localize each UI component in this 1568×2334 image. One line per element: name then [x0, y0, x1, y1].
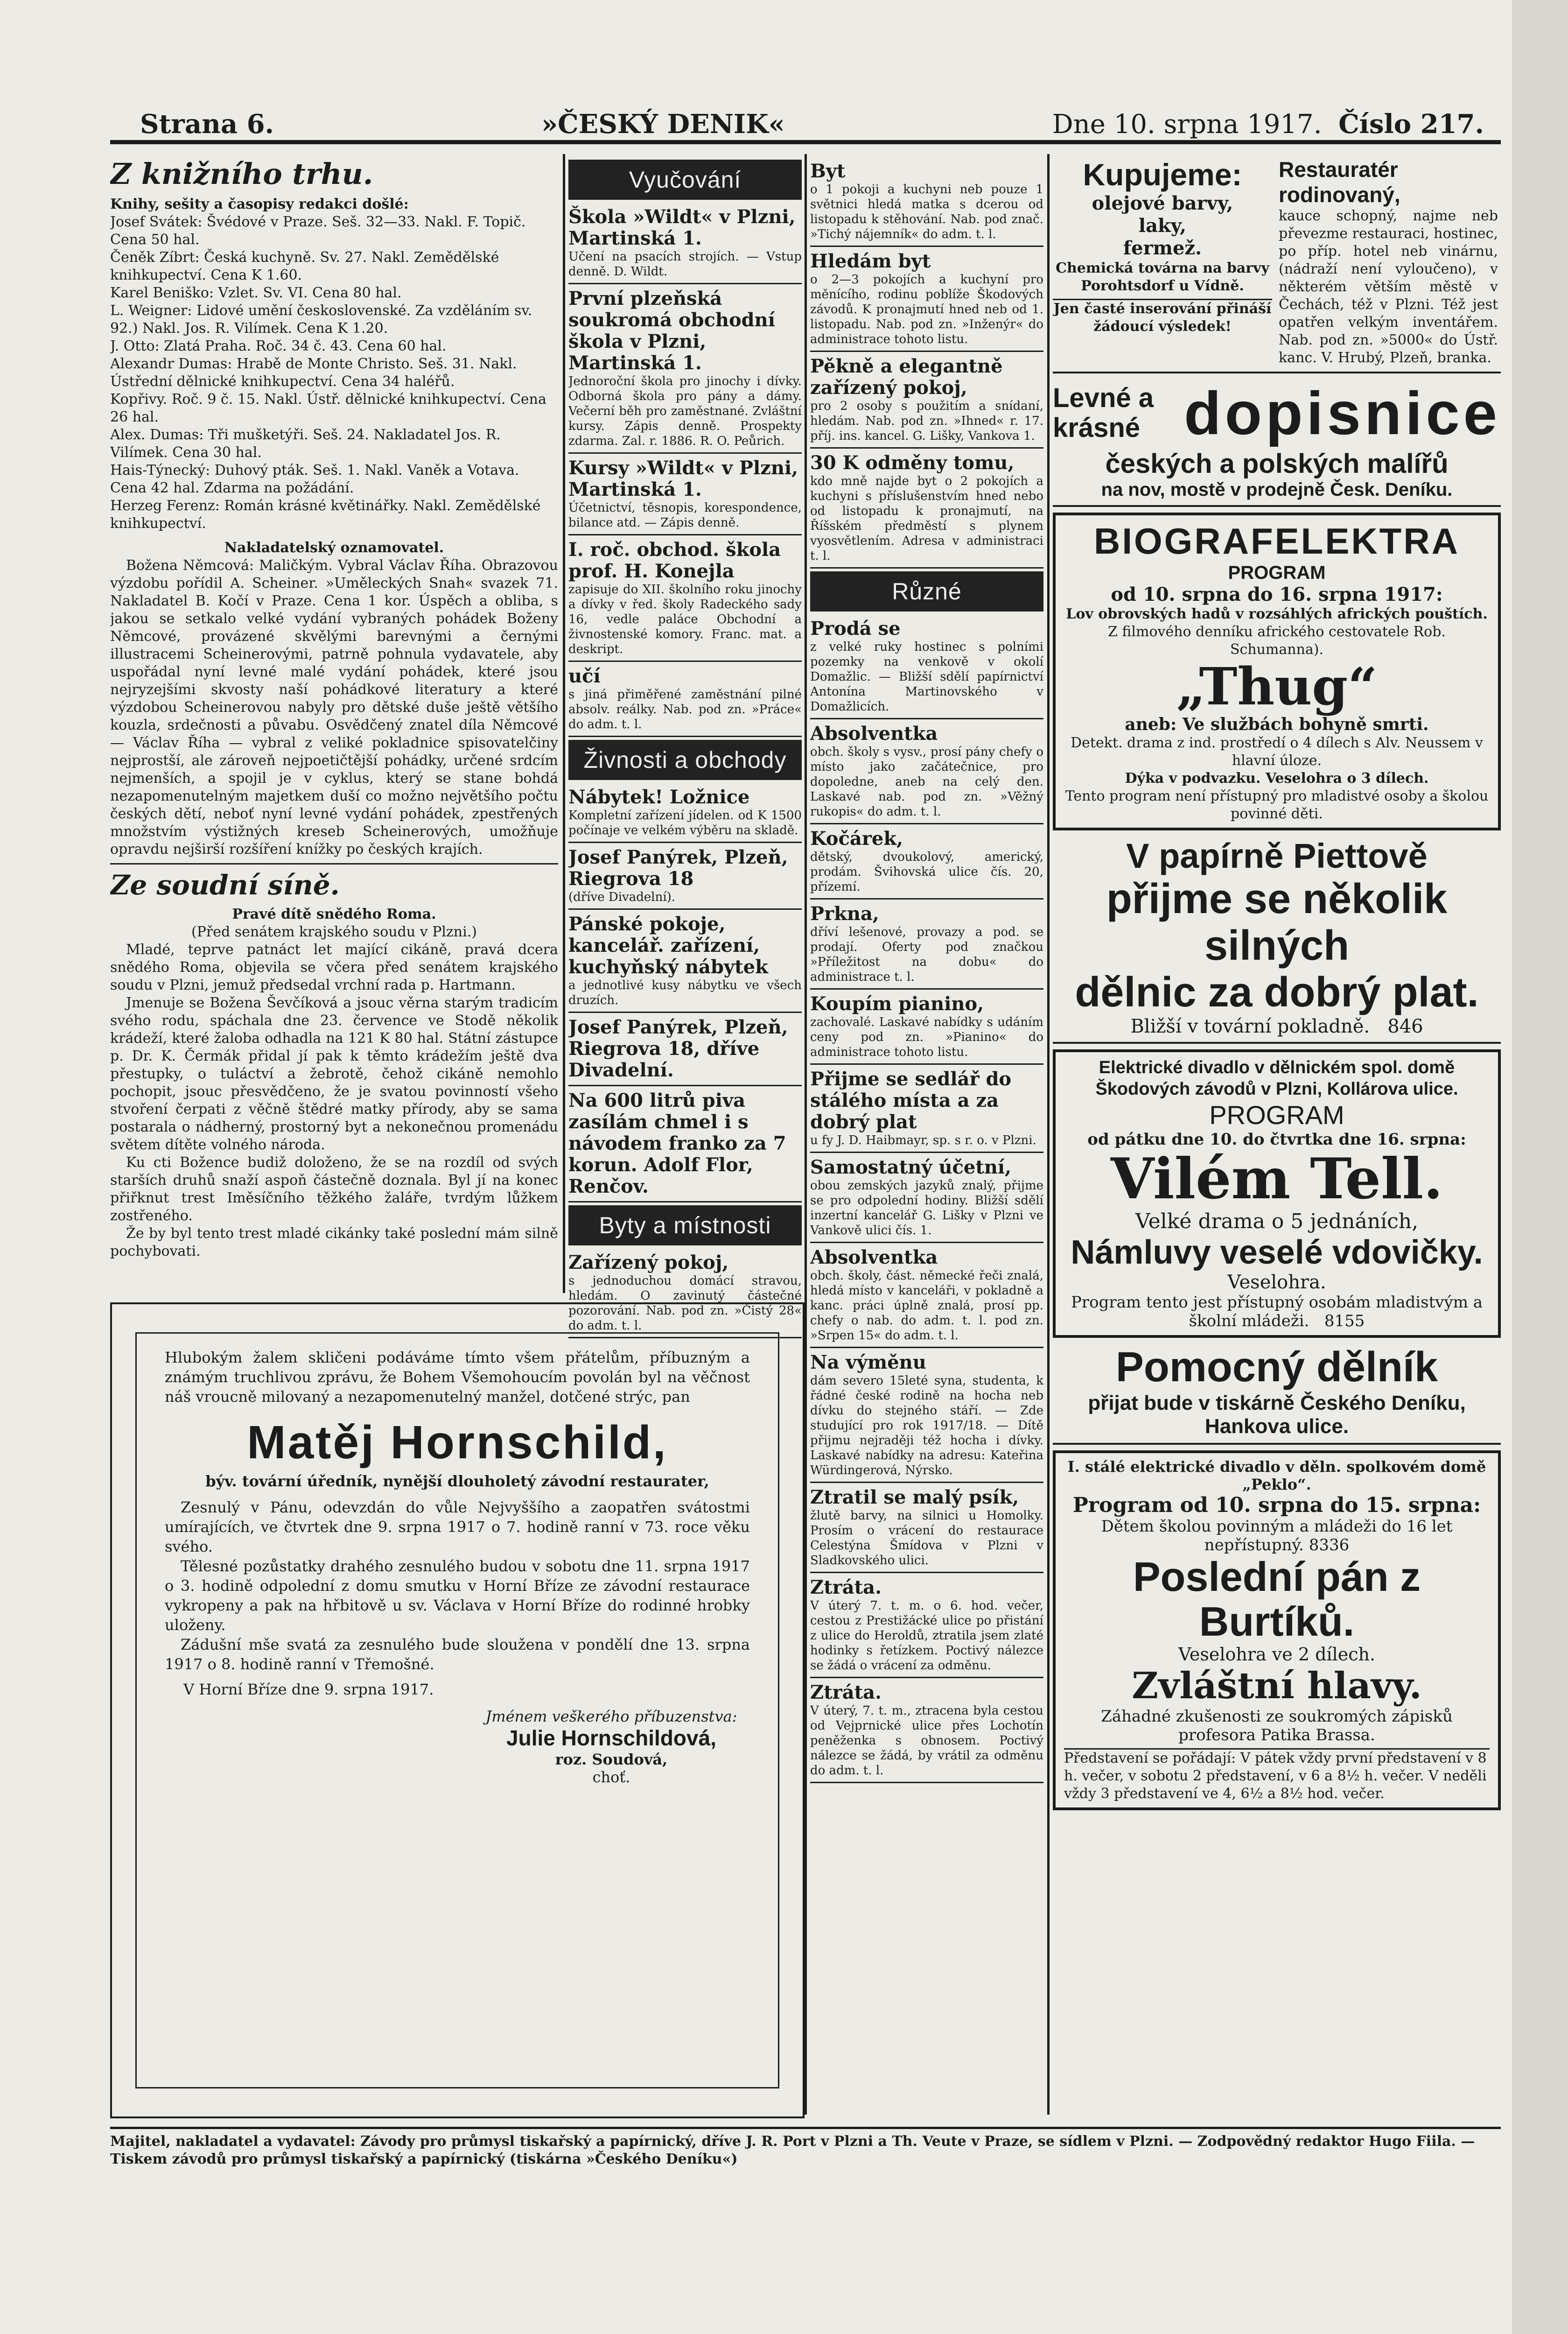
peklo-note [1064, 1517, 1490, 1554]
elektr-dates: od pátku dne 10. do čtvrtka dne 16. srpna: [1087, 1130, 1466, 1149]
classified-ad [810, 824, 1043, 900]
ad-heading: Ztráta. [810, 1681, 882, 1703]
kupujeme-line: laky, [1138, 215, 1187, 237]
section-banner: Živnosti a obchody [568, 740, 802, 780]
piett-number: 846 [1387, 1016, 1423, 1037]
ad-elektricke-divadlo [1053, 1049, 1501, 1338]
bio-line: Tento program není přístupný pro mladistvé osoby a školou povinné děti. [1065, 788, 1489, 822]
section-title-books: Z knižního trhu. [110, 157, 373, 191]
notice-title: Nakladatelský oznamovatel. [224, 540, 444, 556]
obit-text: Zádušní mše svatá za zesnulého bude sloužena v pondělí dne 13. srpna 1917 o 8. hodině ranní v Třemošné. [165, 1636, 750, 1673]
ad-heading: První plzeňská soukromá obchodní škola v Plzni, Martinská 1. [568, 288, 775, 374]
restaurace-text: kauce schopný, najme neb převezme restauraci, hostinec, po příp. hotel neb vinárnu, (nádraží není vyloučeno), v některém větším městě v Čechách, též v Plzni. Též jest opatřen velkým inventářem. Nab. pod zn. »5000« do Ústř. kanc. V. Hrubý, Plzeň, branka. [1279, 208, 1498, 366]
ad-heading: Zařízený pokoj, [568, 1251, 729, 1273]
book-entry: Hais-Týnecký: Duhový pták. Seš. 1. Nakl. Vaněk a Votava. Cena 42 hal. Zdarma na požádání. [110, 462, 519, 496]
ad-text: (dříve Divadelní). [568, 890, 676, 904]
classified-ad [568, 910, 802, 1013]
classified-ad [568, 1013, 802, 1086]
obituary-inner-frame [135, 1332, 779, 2088]
section-banner: Byty a místnosti [568, 1205, 802, 1245]
court-subtitle-2: (Před senátem krajského soudu v Plzni.) [191, 924, 477, 940]
obit-sign-name: Julie Hornschildová, [506, 1726, 716, 1750]
elektr-head: Elektrické divadlo v dělnickém spol. domě Škodových závodů v Plzni, Kollárova ulice. [1095, 1058, 1458, 1099]
bio-film-desc: Detekt. drama z ind. prostředí o 4 dílech s Alv. Neussem v hlavní úloze. [1071, 735, 1483, 769]
classified-ad [810, 990, 1043, 1065]
classified-ad [810, 900, 1043, 990]
ad-text: pro 2 osoby s použitím a snídaní, hledám. Nab. pod zn. »Ihned« r. 17. příj. ins. kancel. G. Lišky, Vankova 1. [810, 399, 1043, 443]
ad-heading: Škola »Wildt« v Plzni, Martinská 1. [568, 206, 796, 249]
classified-ad [568, 203, 802, 284]
ad-heading: Ztráta. [810, 1576, 882, 1598]
classified-ad [568, 284, 802, 454]
ad-text: žlutě barvy, na silnici u Homolky. Prosím o vrácení do restaurace Celestýna Šmídova v Plzni v Sladkovského ulici. [810, 1509, 1043, 1568]
ad-heading: 30 K odměny tomu, [810, 452, 1015, 474]
obit-text: Hlubokým žalem skličeni podáváme tímto všem přátelům, příbuzným a známým truchlivou zprávu, že Bohem Všemohoucím povolán byl na věčnost náš vroucně milovaný a nezapomenutelný manžel, dotčené strýc, pan [165, 1349, 750, 1406]
ad-restaurace [1279, 157, 1498, 367]
classified-ad [810, 157, 1043, 247]
peklo-head: I. stálé elektrické divadlo v děln. spolkovém domě „Peklo“. [1067, 1458, 1486, 1493]
ad-text: Učení na psacích strojích. — Vstup denně. D. Wildt. [568, 250, 802, 279]
ad-text: s jiná přiměřené zaměstnání pilné absolv. reálky. Nab. pod zn. »Práce« do adm. t. l. [568, 688, 802, 731]
pomocny-line: Hankova ulice. [1204, 1415, 1349, 1438]
dopisnice-sub: českých a polských malířů [1105, 449, 1449, 479]
kupujeme-from: Chemická továrna na barvy Porohtsdorf u Vídně. [1056, 260, 1269, 294]
elektr-program: PROGRAM [1209, 1100, 1344, 1130]
classified-ad [810, 1348, 1043, 1483]
books-intro: Knihy, sešity a časopisy redakci došlé: [110, 196, 409, 212]
ad-text: zachovalé. Laskavé nabídky s udáním ceny pod zn. »Pianino« do administrace tohoto listu. [810, 1015, 1043, 1059]
book-entry: Herzeg Ferenz: Román krásné květinářky. Nakl. Zemědělské knihkupectví. [110, 498, 541, 532]
ad-text: dříví lešenové, provazy a pod. se prodají. Oferty pod značkou »Příležitost na dobu« do administrace t. l. [810, 925, 1043, 984]
classified-ad [810, 1065, 1043, 1153]
classified-ad [810, 1678, 1043, 1783]
book-entry: Alexandr Dumas: Hrabě de Monte Christo. Seš. 31. Nakl. Ústřední dělnické knihkupectví. Cena 34 haléřů. [110, 356, 517, 390]
bio-program: PROGRAM [1228, 562, 1326, 583]
column-4 [1053, 157, 1501, 2145]
ad-text: o 2—3 pokojích a kuchyní pro měnícího, rodinu poblíže Škodových závodů. K pronajmutí hned neb od 1. listopadu. Nab. pod zn. »Inženýr« do administrace tohoto listu. [810, 273, 1043, 346]
ad-dopisnice [1053, 373, 1501, 507]
classified-ad [568, 535, 802, 662]
ad-heading: Josef Panýrek, Plzeň, Riegrova 18 [568, 846, 788, 890]
peklo-note-text: Dětem školou povinným a mládeži do 16 let nepřístupný. [1101, 1517, 1453, 1554]
ad-text: u fy J. D. Haibmayr, sp. s r. o. v Plzni. [810, 1133, 1036, 1147]
obit-sign-line: Jménem veškerého příbuzenstva: [485, 1708, 737, 1725]
classified-ad [568, 1086, 802, 1202]
peklo-number: 8336 [1309, 1536, 1350, 1554]
book-entry: J. Otto: Zlatá Praha. Roč. 34 č. 43. Cena 60 hal. [110, 338, 447, 354]
peklo-line: Záhadné zkušenosti ze soukromých zápisků profesora Patika Brassa. [1101, 1707, 1453, 1744]
ad-heading: Absolventka [810, 723, 938, 745]
elektr-note-text: Program tento jest přístupný osobám mladistvým a školní mládeži. [1071, 1293, 1483, 1330]
bio-film-sub: aneb: Ve službách bohyně smrti. [1125, 715, 1429, 734]
classified-ad [810, 1483, 1043, 1573]
ad-heading: Kursy »Wildt« v Plzni, Martinská 1. [568, 457, 798, 500]
ad-text: kdo mně najde byt o 2 pokojích a kuchyni s příslušenstvím hned nebo od listopadu k pronajmutí, na Říšském předměstí s plynem vyosvětlením. Adresa v administraci t. l. [810, 474, 1043, 563]
ad-heading: Absolventka [810, 1246, 938, 1268]
court-subtitle: Pravé dítě snědého Roma. [232, 906, 436, 922]
dopisnice-place: na nov, mostě v prodejně Česk. Deníku. [1101, 479, 1453, 500]
ad-text: s jednoduchou domácí stravou, hledám. O zavinutý částečné pozorování. Nab. pod zn. »Čistý 28« do adm. t. l. [568, 1274, 802, 1333]
ad-heading: Koupím pianino, [810, 993, 984, 1015]
obit-text: Zesnulý v Pánu, odevzdán do vůle Nejvyššího a zaopatřen svátostmi umírajících, ve čtvrtek dne 9. srpna 1917 o 7. hodině ranní v 73. roce věku svého. [165, 1498, 750, 1555]
divider [110, 863, 558, 865]
page-header [140, 110, 1484, 138]
book-entry: Josef Svátek: Švédové v Praze. Seš. 32—33. Nakl. F. Topič. Cena 50 hal. [110, 214, 526, 248]
classified-ad [568, 454, 802, 535]
bio-film-title: „Thug“ [1176, 656, 1378, 717]
ad-piett [1053, 836, 1501, 1044]
column-rule [563, 154, 565, 1293]
ad-text: o 1 pokoji a kuchyni neb pouze 1 světnici hledá matka s dcerou od listopadu k stěhování. Nab. pod znač. »Tichý nájemník« do adm. t. l. [810, 183, 1043, 241]
elektr-title: Vilém Tell. [1110, 1146, 1443, 1212]
ad-heading: Hledám byt [810, 250, 931, 272]
ad-kupujeme [1053, 157, 1272, 367]
elektr-line: Velké drama o 5 jednáních, [1135, 1209, 1419, 1233]
ad-biograf-elektra [1053, 513, 1501, 830]
issue-number: Číslo 217. [1338, 109, 1484, 140]
header-rule [110, 140, 1501, 144]
ad-pomocny-delnik [1053, 1343, 1501, 1445]
ad-heading: Ztratil se malý psík, [810, 1486, 1019, 1508]
ad-peklo [1053, 1450, 1501, 1810]
column-3 [810, 157, 1043, 2145]
piett-line: přijme se několik silných [1106, 876, 1448, 969]
classified-ad [810, 1243, 1043, 1348]
peklo-line: Veselohra ve 2 dílech. [1178, 1644, 1376, 1665]
obit-place: V Horní Bříze dne 9. srpna 1917. [183, 1680, 434, 1698]
issue-date: Dne 10. srpna 1917. [1052, 109, 1322, 140]
classified-ad [810, 719, 1043, 824]
obit-sign-line: roz. Soudová, [555, 1750, 668, 1768]
ad-heading: Přijme se sedlář do stálého místa a za dobrý plat [810, 1068, 1012, 1133]
section-title-court: Ze soudní síně. [110, 869, 340, 901]
ad-heading: Na 600 litrů piva zasílám chmel i s návodem franko za 7 korun. Adolf Flor, Renčov. [568, 1090, 786, 1197]
classified-ad [568, 843, 802, 910]
classified-ad [810, 247, 1043, 352]
obit-signature [473, 1708, 750, 1786]
page-number: Strana 6. [140, 109, 274, 140]
piett-note [1053, 1016, 1501, 1037]
classified-ad [810, 352, 1043, 449]
ad-text: obch. školy s vysv., prosí pány chefy o místo jako začátečnice, pro dopoledne, aneb na celý den. Laskavé nab. pod zn. »Věžný rukopis« do adm. t. l. [810, 745, 1043, 819]
piett-note-text: Bližší v tovární pokladně. [1130, 1016, 1370, 1037]
book-entry: Alex. Dumas: Tři mušketýři. Seš. 24. Nakladatel Jos. R. Vilímek. Cena 30 hal. [110, 427, 501, 461]
ad-text: dám severo 15leté syna, studenta, k řádné české rodině na hocha neb dívku do stejného stáří. — Zde studující pro rok 1917/18. — Dítě přijmu nejraději též hocha i dívky. Laskavé nabídky na adresu: Kateřina Würdingerová, Nýrsko. [810, 1374, 1043, 1477]
ad-text: Jednoroční škola pro jinochy i dívky. Odborná škola pro pány a dámy. Večerní běh pro zaměstnané. Zvláštní kursy. Zápis denně. Prospekty zdarma. Zal. r. 1886. R. O. Peůrich. [568, 374, 802, 448]
kupujeme-title: Kupujeme: [1083, 157, 1242, 192]
obit-name: Matěj Hornschild, [247, 1416, 668, 1469]
ad-text: zapisuje do XII. školního roku jinochy a dívky v řed. školy Radeckého sady 16, vedle paláce Obchodní a živnostenské komory. Franc. mat. a deskript. [568, 583, 802, 656]
ad-heading: Na výměnu [810, 1351, 926, 1373]
column-rule [1047, 154, 1050, 2115]
obituary-notice [110, 1302, 805, 2118]
ad-heading: I. roč. obchod. škola prof. H. Konejla [568, 539, 781, 582]
court-paragraph: Ku cti Božence budiž doloženo, že se na rozdíl od svých starších druhů snaží aspoň částečně doznala. Byl jí na konec přiřknut trest Iměsíčního těžkého žaláře, tvrdým lůžkem zostřeného. [110, 1154, 558, 1224]
peklo-schedule: Představení se pořádají: V pátek vždy první představení v 8 h. večer, v sobotu 2 představení, v 6 a 8½ h. večer. V neděli vždy 3 představení ve 4, 6½ a 8½ hod. večer. [1064, 1748, 1490, 1803]
column-rule [805, 154, 807, 2115]
court-paragraph: Že by byl tento trest mladé cikánky také poslední mám silně pochybovati. [110, 1225, 558, 1259]
ad-text: V úterý, 7. t. m., ztracena byla cestou od Vejprnické ulice přes Lochotín peněženka s obnosem. Poctivý nálezce se žádá, by vrátil za odměnu do adm. t. l. [810, 1704, 1043, 1778]
elektr-title-2: Námluvy veselé vdovičky. [1071, 1234, 1483, 1271]
top-ads-row [1053, 157, 1501, 373]
bio-line: Lov obrovských hadů v rozsáhlých afrických pouštích. [1066, 606, 1488, 622]
bio-dates: od 10. srpna do 16. srpna 1917: [1111, 584, 1443, 605]
ad-heading: Byt [810, 160, 846, 182]
ad-text: dětský, dvoukolový, americký, prodám. Švihovská ulice čís. 20, přízemí. [810, 850, 1043, 894]
classified-ad [810, 1153, 1043, 1243]
ad-heading: Nábytek! Ložnice [568, 786, 750, 808]
ad-heading: Prkna, [810, 903, 879, 925]
bio-title: BIOGRAFELEKTRA [1094, 520, 1460, 562]
classified-ad [568, 662, 802, 737]
ad-text: Kompletní zařízení jídelen. od K 1500 počínaje ve velkém výběru na skladě. [568, 808, 802, 837]
kupujeme-line: fermež. [1123, 237, 1202, 259]
dopisnice-lead: Levné a krásné [1053, 383, 1154, 443]
classified-ad [810, 1573, 1043, 1678]
kupujeme-line: olejové barvy, [1092, 192, 1233, 214]
court-paragraph: Mladé, teprve patnáct let mající cikáně, pravá dcera snědého Roma, objevila se včera před senátem krajského soudu v Plzni, jemuž předsedal vrchní rada p. Hartmann. [110, 942, 558, 993]
page-fold-shadow [1512, 0, 1568, 2334]
ad-heading: Pěkně a elegantně zařízený pokoj, [810, 355, 1003, 399]
ad-heading: Samostatný účetní, [810, 1156, 1012, 1178]
classified-ad [810, 614, 1043, 719]
classified-ad [810, 449, 1043, 569]
obit-text: Tělesné pozůstatky drahého zesnulého budou v sobotu dne 11. srpna 1917 o 3. hodině odpolední z domu smutku v Horní Bříze ze závodní restaurace vykropeny a pak na hřbitově u sv. Václava v Horní Bříze do rodinné hrobky uloženy. [165, 1557, 750, 1634]
section-banner: Různé [810, 571, 1043, 612]
pomocny-title: Pomocný dělník [1115, 1344, 1438, 1391]
ad-heading: Kočárek, [810, 828, 903, 850]
ad-heading: učí [568, 665, 601, 687]
obit-sign-line: choť. [592, 1768, 630, 1786]
elektr-number: 8155 [1324, 1312, 1365, 1330]
book-entry: Karel Beniško: Vzlet. Sv. VI. Cena 80 hal. [110, 285, 402, 301]
ad-text: obou zemských jazyků znalý, přijme se pro odpolední hodiny. Bližší sdělí inzertní kancelář G. Lišky v Plzni ve Vankově ulici čís. 1. [810, 1179, 1043, 1237]
notice-body: Božena Němcová: Maličkým. Vybral Václav Říha. Obrazovou výzdobu pořídil A. Scheiner. »Uměleckých Snah« svazek 71. Nakladatel B. Kočí v Praze. Cena 1 kor. Úspěch a obliba, s jakou se setkalo velké vydání vybraných pohádek Boženy Němcové, provázené skvělými barevnými a černými illustracemi Scheinerovými, patrně pohnula vydavatele, aby uspořádal nyní levné malé vydání pohádek, které jsou nejryzejšími skvosty naší pohádkové literatury a které výzdobou Scheinerovou nabyly pro dětské duše ještě většího kouzla, srdečnosti a půvabu. Osvědčený znatel díla Němcové — Václav Říha — vybral z veliké pokladnice spisovatelčiny nejprostší, ale zároveň nejpoetičtější pohádky, určené srdcím nejmenších, a spojil je v cyklus, který se stane bohdá nezapomenutelným majetkem duší co možno největšího počtu českých dětí, neboť nyní levné vydání pohádek, zpestřených množstvím výstižných kreseb Scheinerových, umožňuje opravdu nejširší rozšíření knížky po českých krajích. [110, 557, 558, 858]
elektr-note [1064, 1293, 1490, 1330]
book-entry: Kopřivy. Roč. 9 č. 15. Nakl. Ústř. dělnické knihkupectví. Cena 26 hal. [110, 391, 546, 425]
classified-ad [568, 783, 802, 843]
bio-line: Dýka v podvazku. Veselohra o 3 dílech. [1125, 770, 1429, 787]
book-entry: L. Weigner: Lidové umění československé. Za vzděláním sv. 92.) Nakl. Jos. R. Vilímek. Cena K 1.20. [110, 302, 532, 337]
court-paragraph: Jmenuje se Božena Ševčíková a jsouc věrna starým tradicím svého rodu, spáchala dne 23. července ve Stodě několik krádeží, které žaloba odhadla na 121 K 80 hal. Státní zástupce p. Dr. K. Čermák přidal jí pak k těmto krádežím ještě dva přestupky, o tuláctví a žebrotě, čehož cikáně nemohlo pochopit, jsouc přesvědčeno, že je svatou povinností všeho stvoření čerpati z věčně štědré matky přírody, aby se sama postarala o nádherný, prostorný byt a nekonečnou promenádu světem dítěte volného národa. [110, 995, 558, 1153]
column-1 [110, 157, 558, 1305]
peklo-title-2: Zvláštní hlavy. [1132, 1665, 1422, 1707]
section-banner: Vyučování [568, 160, 802, 200]
obit-role: býv. tovární úředník, nynější dlouholetý závodní restaurater, [205, 1472, 709, 1490]
pomocny-line: přijat bude v tiskárně Českého Deníku, [1088, 1392, 1466, 1414]
ad-heading: Prodá se [810, 618, 901, 640]
ad-text: V úterý 7. t. m. o 6. hod. večer, cestou z Prestižácké ulice po přistání z ulice do Heroldů, ztratila jsem zlaté hodinky s řetízkem. Poctivý nálezce se žádá o vrácení za odměnu. [810, 1599, 1043, 1673]
issue-date-block [1052, 109, 1484, 140]
bio-line: Z filmového denníku afrického cestovatele Rob. Schumanna). [1108, 624, 1446, 658]
paper-title: »ČESKÝ DENIK« [541, 109, 785, 140]
peklo-title: Poslední pán z Burtíků. [1133, 1554, 1421, 1645]
elektr-line: Veselohra. [1227, 1272, 1326, 1293]
dopisnice-title: dopisnice [1184, 379, 1501, 447]
kupujeme-note: Jen časté inserování přináší žádoucí výsledek! [1053, 299, 1272, 336]
book-entry: Čeněk Zíbrt: Česká kuchyně. Sv. 27. Nakl. Zemědělské knihkupectví. Cena K 1.60. [110, 249, 499, 283]
peklo-dates: Program od 10. srpna do 15. srpna: [1072, 1493, 1481, 1517]
ad-text: z velké ruky hostinec s polními pozemky na venkově v okolí Domažlic. — Bližší sdělí papírnictví Antonína Martinovského v Domažlicích. [810, 640, 1043, 714]
restaurace-title: Restauratér rodinovaný, [1279, 157, 1400, 207]
piett-line: dělnic za dobrý plat. [1075, 969, 1479, 1016]
ad-text: Účetnictví, těsnopis, korespondence, bilance atd. — Zápis denně. [568, 501, 802, 530]
imprint-footer: Majitel, nakladatel a vydavatel: Závody pro průmysl tiskařský a papírnický, dříve J. R. Port v Plzni a Th. Veute v Praze, se sídlem v Plzni. — Zodpovědný redaktor Hugo Fiila. — Tiskem závodů pro průmysl tiskařský a papírnický (tiskárna »Českého Deníku«) [110, 2127, 1501, 2168]
piett-title: V papírně Piettově [1126, 837, 1428, 875]
ad-heading: Josef Panýrek, Plzeň, Riegrova 18, dříve Divadelní. [568, 1016, 788, 1081]
column-2 [568, 157, 802, 1366]
ad-text: obch. školy, část. německé řeči znalá, hledá místo v kanceláři, v pokladně a kanc. práci úplně znalá, prosí pp. chefy o nab. do adm. t. l. pod zn. »Srpen 15« do adm. t. l. [810, 1269, 1043, 1343]
ad-text: a jednotlivé kusy nábytku ve všech druzích. [568, 978, 802, 1007]
ad-heading: Pánské pokoje, kancelář. zařízení, kuchyňský nábytek [568, 913, 768, 978]
